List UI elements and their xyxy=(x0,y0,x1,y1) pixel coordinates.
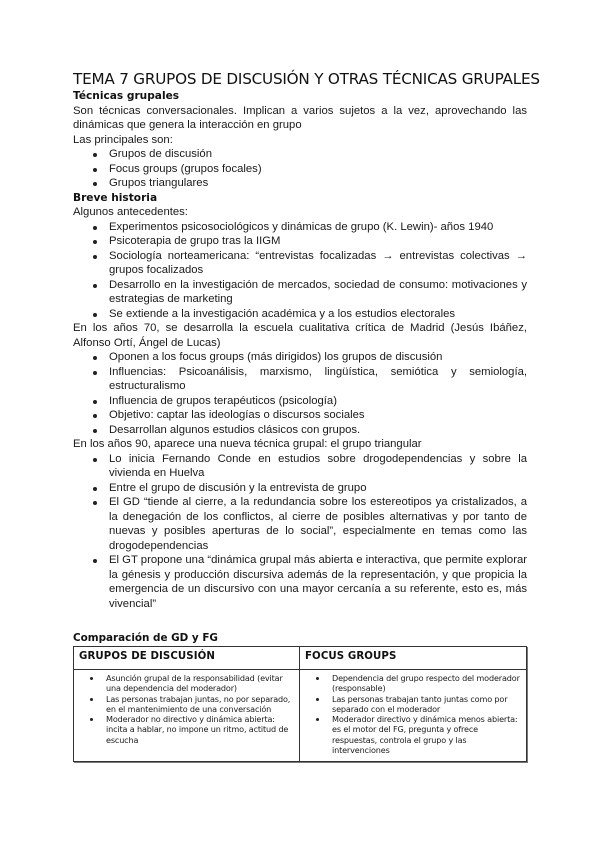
document-page xyxy=(73,70,540,762)
list-item: Grupos triangulares xyxy=(109,176,527,191)
list-item: Influencia de grupos terapéuticos (psicología) xyxy=(109,394,527,409)
bullet-list xyxy=(73,220,527,322)
table-header-row xyxy=(74,647,527,670)
list-item: Oponen a los focus groups (más dirigidos) los grupos de discusión xyxy=(109,350,527,365)
paragraph: Son técnicas conversacionales. Implican a varios sujetos a la vez, aprovechando las dinámicas que genera la interacción en grupo xyxy=(73,104,527,131)
section-heading: Breve historia xyxy=(73,191,158,204)
list-item: Sociología norteamericana: “entrevistas focalizadas → entrevistas colectivas → grupos focalizados xyxy=(109,249,527,276)
list-item: El GT propone una “dinámica grupal más abierta e interactiva, que permite explorar la génesis y producción discursiva además de la representación, y que propicia la emergencia de un discursivo con una mayor cercanía a su referente, esto es, más vivencial” xyxy=(109,554,527,610)
bullet-list xyxy=(78,673,295,745)
column-header-fg: FOCUS GROUPS xyxy=(300,647,527,670)
list-item: Dependencia del grupo respecto del moderador (responsable) xyxy=(332,673,522,694)
list-item: Se extiende a la investigación académica y a los estudios electorales xyxy=(109,307,527,322)
table-row xyxy=(74,670,527,762)
bullet-list xyxy=(304,673,522,755)
list-item: Lo inicia Fernando Conde en estudios sobre drogodependencias y sobre la vivienda en Huelva xyxy=(109,452,527,479)
bullet-list xyxy=(73,147,527,191)
list-item: Experimentos psicosociológicos y dinámicas de grupo (K. Lewin)- años 1940 xyxy=(109,220,527,235)
spacer xyxy=(73,611,527,631)
table-title: Comparación de GD y FG xyxy=(73,632,218,644)
document-title: TEMA 7 GRUPOS DE DISCUSIÓN Y OTRAS TÉCNICAS GRUPALES xyxy=(73,70,540,88)
section-comparacion xyxy=(73,631,527,762)
list-item: Las personas trabajan tanto juntas como por separado con el moderador xyxy=(332,694,522,715)
list-item: Psicoterapia de grupo tras la IIGM xyxy=(109,234,527,249)
list-item: Asunción grupal de la responsabilidad (evitar una dependencia del moderador) xyxy=(106,673,295,694)
list-item: Desarrollan algunos estudios clásicos con grupos. xyxy=(109,423,527,438)
list-item: Grupos de discusión xyxy=(109,147,527,162)
list-item: Moderador directivo y dinámica menos abierta: es el motor del FG, pregunta y ofrece respuestas, controla el grupo y las intervenciones xyxy=(332,714,522,755)
comparison-table xyxy=(73,646,527,762)
section-heading: Técnicas grupales xyxy=(73,90,180,102)
paragraph: En los años 70, se desarrolla la escuela cualitativa crítica de Madrid (Jesús Ibáñez, Alfonso Ortí, Ángel de Lucas) xyxy=(73,322,527,349)
cell-gd xyxy=(74,670,300,762)
list-item: Las personas trabajan juntas, no por separado, en el mantenimiento de una conversación xyxy=(106,694,295,715)
list-item: Focus groups (grupos focales) xyxy=(109,162,527,177)
section-tecnicas-grupales xyxy=(73,89,527,191)
paragraph: En los años 90, aparece una nueva técnica grupal: el grupo triangular xyxy=(73,438,422,450)
list-item: Objetivo: captar las ideologías o discursos sociales xyxy=(109,408,527,423)
list-item: Influencias: Psicoanálisis, marxismo, lingüística, semiótica y semiología, estructuralismo xyxy=(109,365,527,392)
list-item: Moderador no directivo y dinámica abierta: incita a hablar, no impone un ritmo, actitud de escucha xyxy=(106,714,295,745)
column-header-gd: GRUPOS DE DISCUSIÓN xyxy=(74,647,300,670)
bullet-list xyxy=(73,350,527,437)
paragraph: Algunos antecedentes: xyxy=(73,206,188,218)
cell-fg xyxy=(300,670,527,762)
bullet-list xyxy=(73,452,527,612)
list-item: Entre el grupo de discusión y la entrevista de grupo xyxy=(109,481,527,496)
paragraph: Las principales son: xyxy=(73,133,173,146)
list-item: El GD “tiende al cierre, a la redundancia sobre los estereotipos ya cristalizados, a la denegación de los conflictos, al cierre de posibles alternativas y por tanto de nuevas y posibles aperturas de lo social”, especialmente en temas como las drogodependencias xyxy=(109,496,527,552)
section-breve-historia xyxy=(73,191,527,612)
list-item: Desarrollo en la investigación de mercados, sociedad de consumo: motivaciones y estrategias de marketing xyxy=(109,278,527,305)
